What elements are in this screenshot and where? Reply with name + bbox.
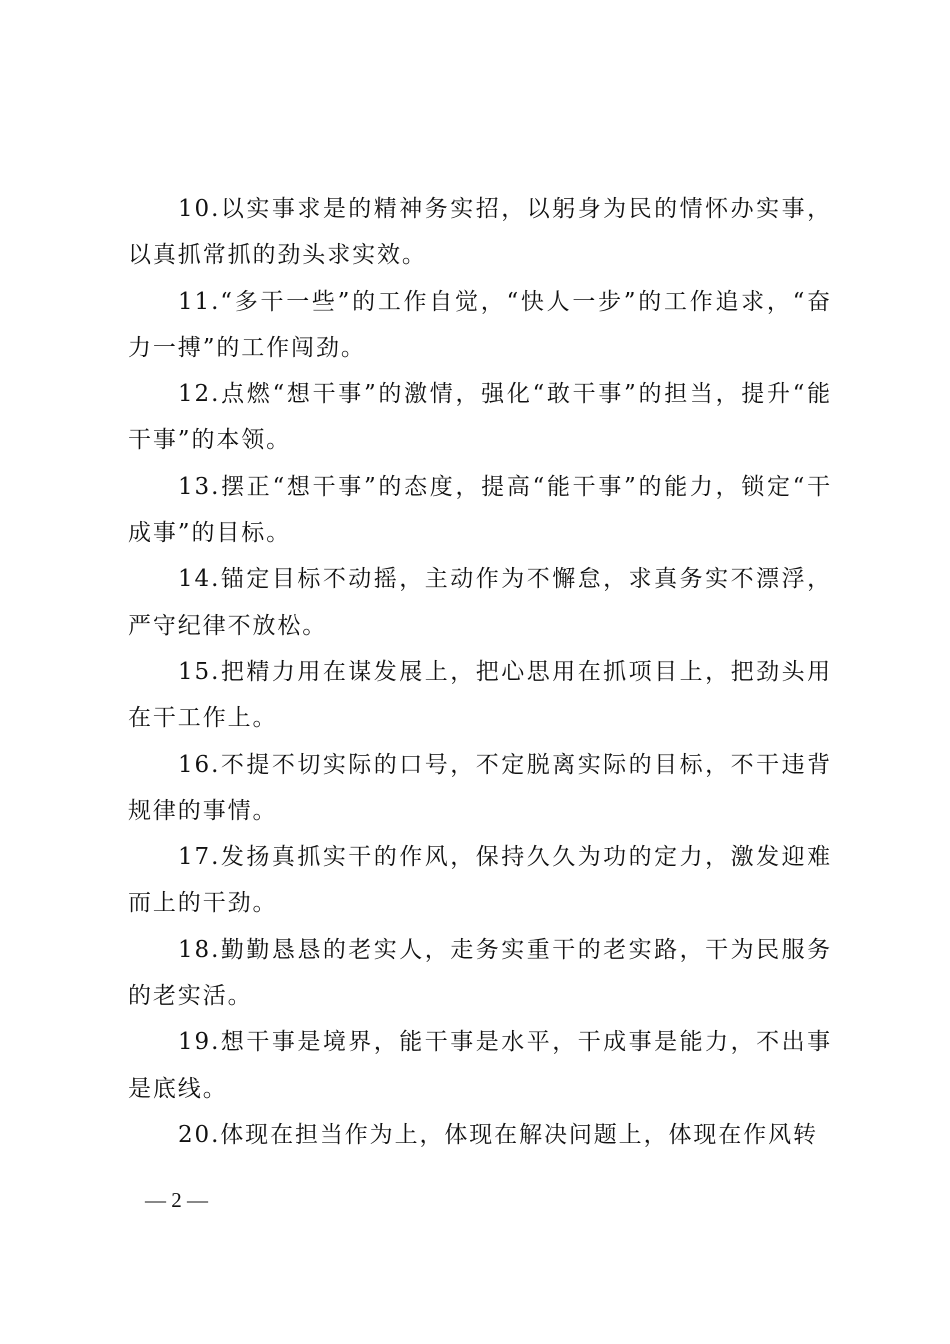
paragraph-14: 14.锚定目标不动摇，主动作为不懈怠，求真务实不漂浮，严守纪律不放松。 — [128, 566, 832, 639]
paragraph-13: 13.摆正“想干事”的态度，提高“能干事”的能力，锁定“干成事”的目标。 — [128, 473, 832, 547]
paragraph-12: 12.点燃“想干事”的激情，强化“敢干事”的担当，提升“能干事”的本领。 — [128, 381, 832, 454]
page-number: — 2 — — [145, 1188, 208, 1212]
paragraph-20: 20.体现在担当作为上，体现在解决问题上，体现在作风转 — [178, 1121, 818, 1148]
paragraph-18: 18.勤勤恳恳的老实人，走务实重干的老实路，干为民服务的老实活。 — [128, 936, 832, 1010]
paragraph-10: 10.以实事求是的精神务实招，以躬身为民的情怀办实事，以真抓常抓的劲头求实效。 — [128, 196, 832, 269]
paragraph-16: 16.不提不切实际的口号，不定脱离实际的目标，不干违背规律的事情。 — [128, 751, 832, 824]
paragraph-11: 11.“多干一些”的工作自觉，“快人一步”的工作追求，“奋力一搏”的工作闯劲。 — [128, 288, 832, 361]
paragraph-17: 17.发扬真抓实干的作风，保持久久为功的定力，激发迎难而上的干劲。 — [128, 844, 832, 917]
document-body — [128, 186, 832, 1158]
paragraph-15: 15.把精力用在谋发展上，把心思用在抓项目上，把劲头用在干工作上。 — [128, 658, 832, 732]
paragraph-19: 19.想干事是境界，能干事是水平，干成事是能力，不出事是底线。 — [128, 1029, 832, 1102]
